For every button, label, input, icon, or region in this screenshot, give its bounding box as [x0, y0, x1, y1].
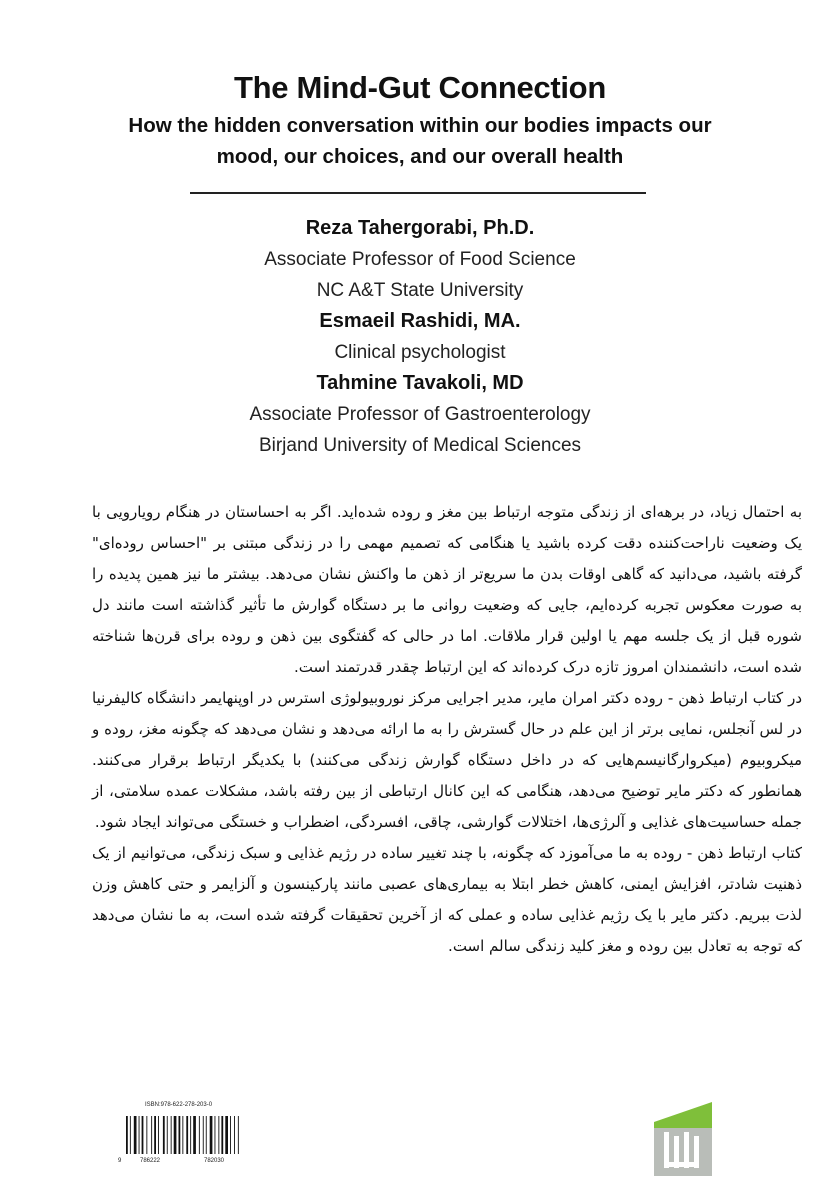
description-text — [92, 497, 802, 962]
author-affiliation: Clinical psychologist — [334, 342, 506, 363]
barcode-bar — [151, 1116, 152, 1154]
barcode-bar — [154, 1116, 156, 1154]
barcode-bar — [206, 1116, 207, 1154]
book-title: The Mind-Gut Connection — [234, 70, 606, 105]
barcode-bar — [126, 1116, 128, 1154]
description-paragraph: کتاب ارتباط ذهن - روده به ما می‌آموزد که چگونه، با چند تغییر ساده در رژیم غذایی و سبک زندگی، می‌توانیم از یک ذهنیت شادتر، افزایش ایمنی، کاهش خطر ابتلا به بیماری‌های عصبی مانند پارکینسون و آلزایمر و حتی کاهش وزن لذت ببریم. دکتر مایر با یک رژیم غذایی ساده و عملی که از آخرین تحقیقات گرفته شده است، به ما نشان می‌دهد که توجه به تعادل بین روده و مغز کلید زندگی سالم است. — [92, 844, 802, 955]
authors-block — [0, 213, 840, 461]
barcode-bar — [234, 1116, 235, 1154]
barcode-bar — [230, 1116, 231, 1154]
barcode-bar — [218, 1116, 219, 1154]
author-affiliation: Birjand University of Medical Sciences — [258, 435, 582, 456]
barcode-bar — [142, 1116, 144, 1154]
publisher-logo-icon — [652, 1092, 714, 1178]
barcode-bar — [215, 1116, 216, 1154]
barcode-bar — [171, 1116, 172, 1154]
barcode-bar — [199, 1116, 200, 1154]
barcode-digit-left: 9 — [118, 1158, 122, 1164]
barcode-bar — [179, 1116, 181, 1154]
barcode-bar — [146, 1116, 147, 1154]
author-name: Reza Tahergorabi, Ph.D. — [305, 217, 535, 239]
author-name: Tahmine Tavakoli, MD — [316, 372, 524, 394]
author-name: Esmaeil Rashidi, MA. — [319, 310, 521, 332]
barcode-bar — [134, 1116, 137, 1154]
divider-rule — [190, 192, 646, 194]
barcode-bar — [193, 1116, 196, 1154]
barcode-bar — [163, 1116, 165, 1154]
description-paragraph: در کتاب ارتباط ذهن - روده دکتر امران مایر، مدیر اجرایی مرکز نوروبیولوژی استرس در اوپنهایمر دانشگاه کالیفرنیا در لس آنجلس، نمایی برتر از این علم در حال گسترش را به ما ارائه می‌دهد و نشان می‌دهد که چگونه مغز، روده و میکروبیوم (میکروارگانیسم‌هایی که در داخل دستگاه گوارش زندگی می‌کنند) با یکدیگر ارتباط برقرار می‌کنند. همانطور که دکتر مایر توضیح می‌دهد، هنگامی که این کانال ارتباطی از بین رفته باشد، مشکلات عمده سلامتی، از جمله حساسیت‌های غذایی و آلرژی‌ها، اختلالات گوارشی، چاقی، افسردگی، اضطراب و خستگی می‌تواند ایجاد شود. — [92, 689, 802, 831]
barcode-digits-group2: 782030 — [204, 1158, 225, 1164]
barcode-bar — [210, 1116, 213, 1154]
barcode-bar — [174, 1116, 177, 1154]
book-subtitle: How the hidden conversation within our bodies impacts our mood, our choices, and our overall health — [128, 114, 712, 168]
barcode-bar — [167, 1116, 168, 1154]
author-affiliation: NC A&T State University — [316, 280, 524, 301]
barcode-bar — [190, 1116, 191, 1154]
barcode-bar — [203, 1116, 204, 1154]
barcode-bar — [130, 1116, 131, 1154]
author-affiliation: Associate Professor of Gastroenterology — [249, 404, 591, 425]
author-affiliation: Associate Professor of Food Science — [264, 249, 576, 270]
barcode-bars — [126, 1116, 239, 1154]
barcode-bar — [221, 1116, 223, 1154]
description-paragraph: به احتمال زیاد، در برهه‌ای از زندگی متوجه ارتباط بین مغز و روده شده‌اید. اگر به احساستان در هنگام رویارویی با یک وضعیت ناراحت‌کننده دقت کرده باشید یا هنگامی که تصمیم مهمی را در زندگی مبتنی بر "احساس روده‌ای" گرفته باشید، می‌دانید که گاهی اوقات بدن ما سریع‌تر از ذهن ما واکنش نشان می‌دهد. بیشتر ما نیز همین پدیده را به صورت معکوس تجربه کرده‌ایم، جایی که وضعیت روانی ما بر دستگاه گوارش ما تأثیر گذاشته است مانند دل شوره قبل از یک جلسه مهم یا اولین قرار ملاقات. اما در حالی که گفتگوی بین ذهن و روده برای قرن‌ها شناخته شده است، دانشمندان امروز تازه درک کرده‌اند که این ارتباط چقدر قدرتمند است. — [92, 503, 802, 676]
barcode-bar — [182, 1116, 183, 1154]
isbn-text: ISBN:978-622-278-203-0 — [145, 1102, 213, 1108]
barcode-digits-group1: 786222 — [140, 1158, 161, 1164]
barcode-bar — [238, 1116, 239, 1154]
barcode-bar — [186, 1116, 188, 1154]
barcode-bar — [225, 1116, 228, 1154]
barcode-bar — [139, 1116, 140, 1154]
barcode — [118, 1112, 264, 1164]
barcode-bar — [158, 1116, 159, 1154]
